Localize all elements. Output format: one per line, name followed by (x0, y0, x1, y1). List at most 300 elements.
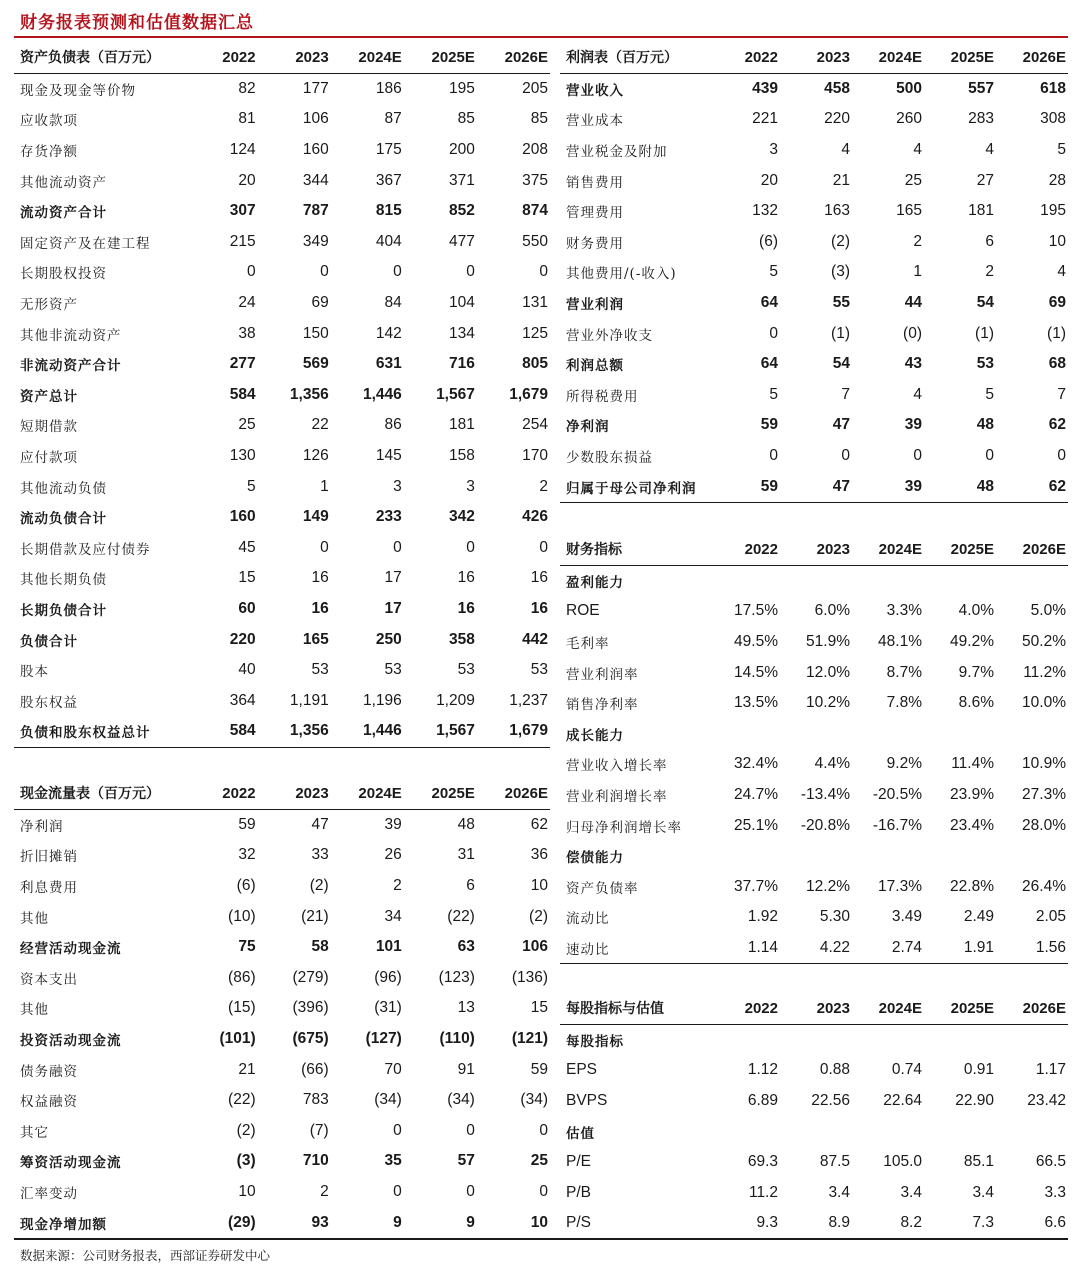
cell-value: (31) (374, 999, 402, 1017)
cell-value: 0 (466, 538, 475, 556)
cell-value: 364 (229, 691, 256, 709)
cell-value: (3) (236, 1152, 256, 1170)
cell-value: 16 (457, 569, 475, 587)
per-share-valuation-table (560, 993, 1068, 1240)
table-row (14, 685, 550, 716)
cell-value: 25 (904, 171, 922, 189)
row-label: 流动比 (566, 911, 610, 928)
row-label: 其他 (20, 910, 49, 927)
cell-value: (123) (438, 968, 475, 986)
cell-value: 160 (229, 508, 256, 526)
section-header-row (560, 1116, 1068, 1147)
cell-value: 404 (375, 232, 402, 250)
table-row (560, 257, 1068, 288)
cell-value: 7 (841, 385, 850, 403)
cell-value: 254 (522, 416, 548, 434)
cell-value: 477 (448, 232, 475, 250)
table-row (14, 73, 550, 104)
cell-value: 6.89 (747, 1092, 778, 1110)
cell-value: 31 (457, 846, 475, 864)
cell-value: 22.56 (811, 1092, 850, 1110)
table-row (560, 73, 1068, 104)
cell-value: 3.4 (972, 1183, 994, 1201)
table-row (560, 441, 1068, 472)
cell-value: 208 (522, 141, 548, 159)
table-title: 每股指标与估值 (560, 993, 708, 1024)
cell-value: 47 (780, 471, 852, 502)
table-row (560, 349, 1068, 380)
cell-value: 7 (1057, 385, 1066, 403)
cell-value: 87.5 (819, 1153, 850, 1171)
cell-value: 0.88 (819, 1061, 850, 1079)
cell-value: 57 (457, 1152, 475, 1170)
cell-value: 142 (375, 324, 402, 342)
cell-value: 68 (1048, 355, 1066, 373)
cell-value (780, 719, 852, 750)
cell-value: 426 (522, 508, 548, 526)
title-divider (14, 36, 1068, 38)
table-row (14, 380, 550, 411)
cell-value: 104 (448, 294, 475, 312)
cell-value: 0 (393, 1121, 402, 1139)
cell-value: 6 (466, 877, 475, 895)
cell-value: 852 (448, 202, 475, 220)
cell-value (708, 1116, 780, 1147)
row-label: 资本支出 (20, 971, 78, 988)
cell-value (780, 841, 852, 872)
year-header: 2023 (780, 534, 852, 565)
year-header: 2025E (404, 778, 477, 809)
cell-value: 11.2 (748, 1183, 778, 1201)
cell-value (708, 719, 780, 750)
table-header-row (560, 993, 1068, 1024)
cell-value: 47 (832, 416, 850, 434)
cell-value: 132 (752, 202, 778, 220)
cell-value: (0) (903, 324, 922, 342)
row-label: 无形资产 (20, 297, 78, 314)
cell-value: 39 (852, 471, 924, 502)
cell-value: 0 (841, 447, 850, 465)
cell-value: 48 (976, 416, 994, 434)
row-label: 盈利能力 (566, 574, 624, 591)
cell-value: 0 (539, 263, 548, 281)
row-label: 经营活动现金流 (20, 941, 122, 958)
row-label: EPS (566, 1061, 598, 1079)
cell-value: 0 (466, 263, 475, 281)
cell-value: 125 (522, 324, 548, 342)
cell-value: 35 (384, 1152, 402, 1170)
cell-value: 220 (824, 110, 850, 128)
cell-value (996, 1024, 1068, 1055)
cell-value: 1,209 (436, 691, 475, 709)
cell-value: 307 (229, 202, 256, 220)
cell-value: 15 (238, 569, 256, 587)
row-label: P/B (566, 1183, 591, 1201)
cell-value: 1,679 (509, 385, 548, 403)
cell-value: 2.05 (1035, 908, 1066, 926)
page-title: 财务报表预测和估值数据汇总 (20, 13, 254, 33)
cell-value: 557 (968, 79, 994, 97)
cell-value: 260 (896, 110, 922, 128)
cell-value: 9.7% (958, 663, 994, 681)
cell-value: 1,356 (289, 385, 329, 403)
cell-value: 5 (247, 477, 256, 495)
table-row (14, 410, 550, 441)
cell-value: (1) (831, 324, 850, 342)
cell-value: 5 (769, 385, 778, 403)
cell-value: 23.42 (1027, 1092, 1066, 1110)
cell-value: 0 (466, 1183, 475, 1201)
cell-value: 105.0 (883, 1153, 922, 1171)
table-row (560, 1086, 1068, 1117)
cell-value (780, 1024, 852, 1055)
row-label: 其他非流动资产 (20, 327, 122, 344)
cell-value: 1,446 (331, 716, 404, 747)
cell-value: 0 (320, 263, 329, 281)
table-row (560, 749, 1068, 780)
row-label: 债务融资 (20, 1063, 78, 1080)
cell-value: 34 (384, 907, 402, 925)
cell-value: 0 (539, 538, 548, 556)
row-label: 非流动资产合计 (20, 358, 122, 375)
cell-value: 22.8% (950, 877, 994, 895)
cell-value: 24 (238, 294, 256, 312)
cell-value: 5.30 (819, 908, 850, 926)
cell-value (852, 1024, 924, 1055)
cell-value: 101 (375, 938, 402, 956)
cell-value (780, 1116, 852, 1147)
cell-value (708, 565, 780, 596)
cell-value: 2 (985, 263, 994, 281)
cell-value: 2 (539, 477, 548, 495)
table-row (14, 104, 550, 135)
row-label: 所得税费用 (566, 388, 639, 405)
cell-value: 66.5 (1035, 1153, 1066, 1171)
cell-value: 442 (522, 630, 548, 648)
cell-value: 195 (448, 79, 475, 97)
table-row (14, 288, 550, 319)
table-row (14, 840, 550, 871)
cell-value: 40 (238, 661, 256, 679)
cell-value: 51.9% (806, 633, 850, 651)
cell-value: 8.9 (780, 1208, 852, 1239)
cell-value: 25.1% (734, 816, 778, 834)
cell-value: 44 (904, 294, 922, 312)
cell-value: 54 (976, 294, 994, 312)
row-label: 其它 (20, 1124, 49, 1141)
cell-value: 584 (229, 385, 256, 403)
source-note: 数据来源：公司财务报表，西部证券研发中心 (20, 1248, 271, 1263)
table-row (14, 1024, 550, 1055)
cell-value: 23.4% (950, 816, 994, 834)
cell-value: (66) (301, 1060, 329, 1078)
cell-value (996, 841, 1068, 872)
row-label: 财务费用 (566, 235, 624, 252)
row-label: 汇率变动 (20, 1186, 78, 1203)
row-label: 偿债能力 (566, 850, 624, 867)
cell-value: 0 (769, 324, 778, 342)
row-label: 销售净利率 (566, 697, 639, 714)
cell-value: 150 (302, 324, 329, 342)
cell-value: 69 (311, 294, 329, 312)
cell-value: 26.4% (1022, 877, 1066, 895)
row-label: 毛利率 (566, 636, 610, 653)
cell-value: 4.4% (814, 755, 850, 773)
cell-value: 815 (375, 202, 402, 220)
row-label: 应收款项 (20, 113, 78, 130)
cell-value: 4 (841, 141, 850, 159)
cell-value: 16 (530, 569, 548, 587)
table-row (560, 410, 1068, 441)
cell-value: 10 (1048, 232, 1066, 250)
cell-value: 1 (913, 263, 922, 281)
cell-value: 439 (752, 79, 778, 97)
row-label: 资产总计 (20, 388, 78, 405)
table-row (560, 627, 1068, 658)
row-label: 现金及现金等价物 (20, 82, 136, 99)
table-row (14, 655, 550, 686)
table-row (560, 1147, 1068, 1178)
table-row (14, 257, 550, 288)
cell-value: 85 (530, 110, 548, 128)
income-statement-table (560, 42, 1068, 503)
cell-value: 36 (530, 846, 548, 864)
row-label: 权益融资 (20, 1094, 78, 1111)
cell-value: 308 (1040, 110, 1066, 128)
table-row (14, 1054, 550, 1085)
table-row (560, 165, 1068, 196)
table-row (560, 227, 1068, 258)
cash-flow-table (14, 778, 550, 1239)
cell-value: (21) (301, 907, 329, 925)
table-row (560, 380, 1068, 411)
cell-value: 11.4% (951, 755, 994, 773)
year-header: 2024E (852, 42, 924, 73)
table-row (14, 594, 550, 625)
row-label: 净利润 (20, 818, 64, 835)
row-label: 股本 (20, 664, 49, 681)
cell-value: 3 (466, 477, 475, 495)
section-header-row (560, 841, 1068, 872)
cell-value: 32.4% (734, 755, 778, 773)
table-row (14, 932, 550, 963)
table-row (560, 471, 1068, 502)
cell-value: 16 (311, 569, 329, 587)
row-label: 流动负债合计 (20, 511, 107, 528)
cell-value: 55 (832, 294, 850, 312)
year-header: 2023 (258, 42, 331, 73)
cell-value (996, 1116, 1068, 1147)
cell-value: 145 (375, 447, 402, 465)
table-row (14, 563, 550, 594)
cell-value: (121) (511, 1030, 548, 1048)
year-header: 2025E (924, 993, 996, 1024)
cell-value: 3.4 (828, 1183, 850, 1201)
cell-value: 160 (302, 141, 329, 159)
cell-value: 4.0% (958, 602, 994, 620)
cell-value: 0 (393, 538, 402, 556)
cell-value: (396) (292, 999, 329, 1017)
row-label: 现金净增加额 (14, 1207, 203, 1238)
section-header-row (560, 565, 1068, 596)
cell-value: 10 (477, 1207, 550, 1238)
table-row (14, 1177, 550, 1208)
cell-value: 149 (302, 508, 329, 526)
cell-value: 9.3 (708, 1208, 780, 1239)
cell-value: 1.92 (747, 908, 778, 926)
row-label: 其他长期负债 (20, 572, 107, 589)
cell-value: 2 (320, 1183, 329, 1201)
cell-value: 12.2% (806, 877, 850, 895)
cell-value: 48 (457, 815, 475, 833)
table-row (14, 871, 550, 902)
cell-value: 4 (1057, 263, 1066, 281)
table-header-row (14, 778, 550, 809)
year-header: 2025E (924, 534, 996, 565)
cell-value: 130 (229, 447, 256, 465)
cell-value: 3 (393, 477, 402, 495)
cell-value: 5.0% (1030, 602, 1066, 620)
row-label: 营业收入 (566, 82, 624, 99)
table-row (14, 1085, 550, 1116)
table-row (14, 471, 550, 502)
cell-value: 9.2% (886, 755, 922, 773)
cell-value: 49.5% (734, 633, 778, 651)
cell-value (852, 565, 924, 596)
cell-value (996, 565, 1068, 596)
cell-value: 2.49 (963, 908, 994, 926)
cell-value: 4 (985, 141, 994, 159)
cell-value: 48.1% (878, 633, 922, 651)
cell-value: (2) (309, 877, 329, 895)
cell-value: 10.9% (1022, 755, 1066, 773)
cell-value: 0 (393, 263, 402, 281)
cell-value: 53 (311, 661, 329, 679)
year-header: 2024E (331, 42, 404, 73)
cell-value: 584 (203, 716, 258, 747)
cell-value: 2 (913, 232, 922, 250)
cell-value: (279) (292, 968, 329, 986)
year-header: 2025E (924, 42, 996, 73)
cell-value: 221 (752, 110, 778, 128)
cell-value: 0 (320, 538, 329, 556)
table-row (14, 318, 550, 349)
cell-value: 64 (760, 294, 778, 312)
cell-value: 38 (238, 324, 256, 342)
table-row (14, 502, 550, 533)
cell-value: 53 (384, 661, 402, 679)
row-label: 筹资活动现金流 (20, 1155, 122, 1172)
cell-value (924, 565, 996, 596)
row-label: 存货净额 (20, 144, 78, 161)
cell-value: (34) (447, 1091, 475, 1109)
table-row (14, 227, 550, 258)
cell-value: 3 (769, 141, 778, 159)
row-label: 营业利润率 (566, 666, 639, 683)
cell-value: 11.2% (1023, 663, 1066, 681)
table-row (560, 1178, 1068, 1209)
cell-value: 2 (393, 877, 402, 895)
table-row (14, 533, 550, 564)
cell-value: 5 (1057, 141, 1066, 159)
cell-value: 39 (384, 815, 402, 833)
cell-value: (2) (831, 232, 850, 250)
cell-value: 618 (1040, 79, 1066, 97)
cell-value: 28 (1048, 171, 1066, 189)
balance-sheet-table (14, 42, 550, 748)
year-header: 2024E (852, 993, 924, 1024)
cell-value: -20.8% (800, 816, 850, 834)
row-label: 营业利润增长率 (566, 789, 668, 806)
cell-value: 7.8% (886, 694, 922, 712)
cell-value: 17.5% (734, 602, 778, 620)
table-header-row (14, 42, 550, 73)
cell-value: 1,679 (477, 716, 550, 747)
row-label: 少数股东损益 (566, 450, 653, 467)
cell-value: 4 (913, 385, 922, 403)
cell-value (708, 1024, 780, 1055)
cell-value: 205 (522, 79, 548, 97)
cell-value: (34) (520, 1091, 548, 1109)
cell-value: 349 (302, 232, 329, 250)
cell-value: 277 (229, 355, 256, 373)
cell-value (852, 719, 924, 750)
cell-value: 53 (457, 661, 475, 679)
cell-value: 16 (530, 599, 548, 617)
row-label: 管理费用 (566, 205, 624, 222)
cell-value: 24.7% (734, 786, 778, 804)
year-header: 2022 (708, 42, 780, 73)
cell-value: 1,567 (436, 385, 475, 403)
cell-value: 58 (311, 938, 329, 956)
cell-value: 86 (384, 416, 402, 434)
cell-value: 186 (375, 79, 402, 97)
cell-value: 787 (302, 202, 329, 220)
year-header: 2022 (203, 42, 258, 73)
cell-value: 344 (302, 171, 329, 189)
cell-value (996, 719, 1068, 750)
cell-value: 59 (238, 815, 256, 833)
cell-value: (136) (511, 968, 548, 986)
row-label: 资产负债率 (566, 880, 639, 897)
section-header-row (560, 719, 1068, 750)
row-label: 估值 (566, 1125, 595, 1142)
table-row (14, 441, 550, 472)
table-row (560, 810, 1068, 841)
cell-value: 1.56 (996, 933, 1068, 964)
cell-value: 3.3% (886, 602, 922, 620)
cell-value: 716 (448, 355, 475, 373)
cell-value: 47 (311, 815, 329, 833)
cell-value: 215 (229, 232, 256, 250)
cell-value: 59 (708, 471, 780, 502)
table-row (560, 933, 1068, 964)
cell-value (924, 1116, 996, 1147)
cell-value: 0 (913, 447, 922, 465)
year-header: 2022 (708, 534, 780, 565)
row-label: 长期负债合计 (20, 602, 107, 619)
cell-value: 10 (238, 1183, 256, 1201)
cell-value: 342 (448, 508, 475, 526)
row-label: 其他流动负债 (20, 480, 107, 497)
row-label: 销售费用 (566, 174, 624, 191)
cell-value: 1.14 (708, 933, 780, 964)
cell-value: 8.7% (886, 663, 922, 681)
year-header: 2022 (203, 778, 258, 809)
table-row (14, 1146, 550, 1177)
cell-value: 23.9% (950, 786, 994, 804)
table-row (14, 349, 550, 380)
